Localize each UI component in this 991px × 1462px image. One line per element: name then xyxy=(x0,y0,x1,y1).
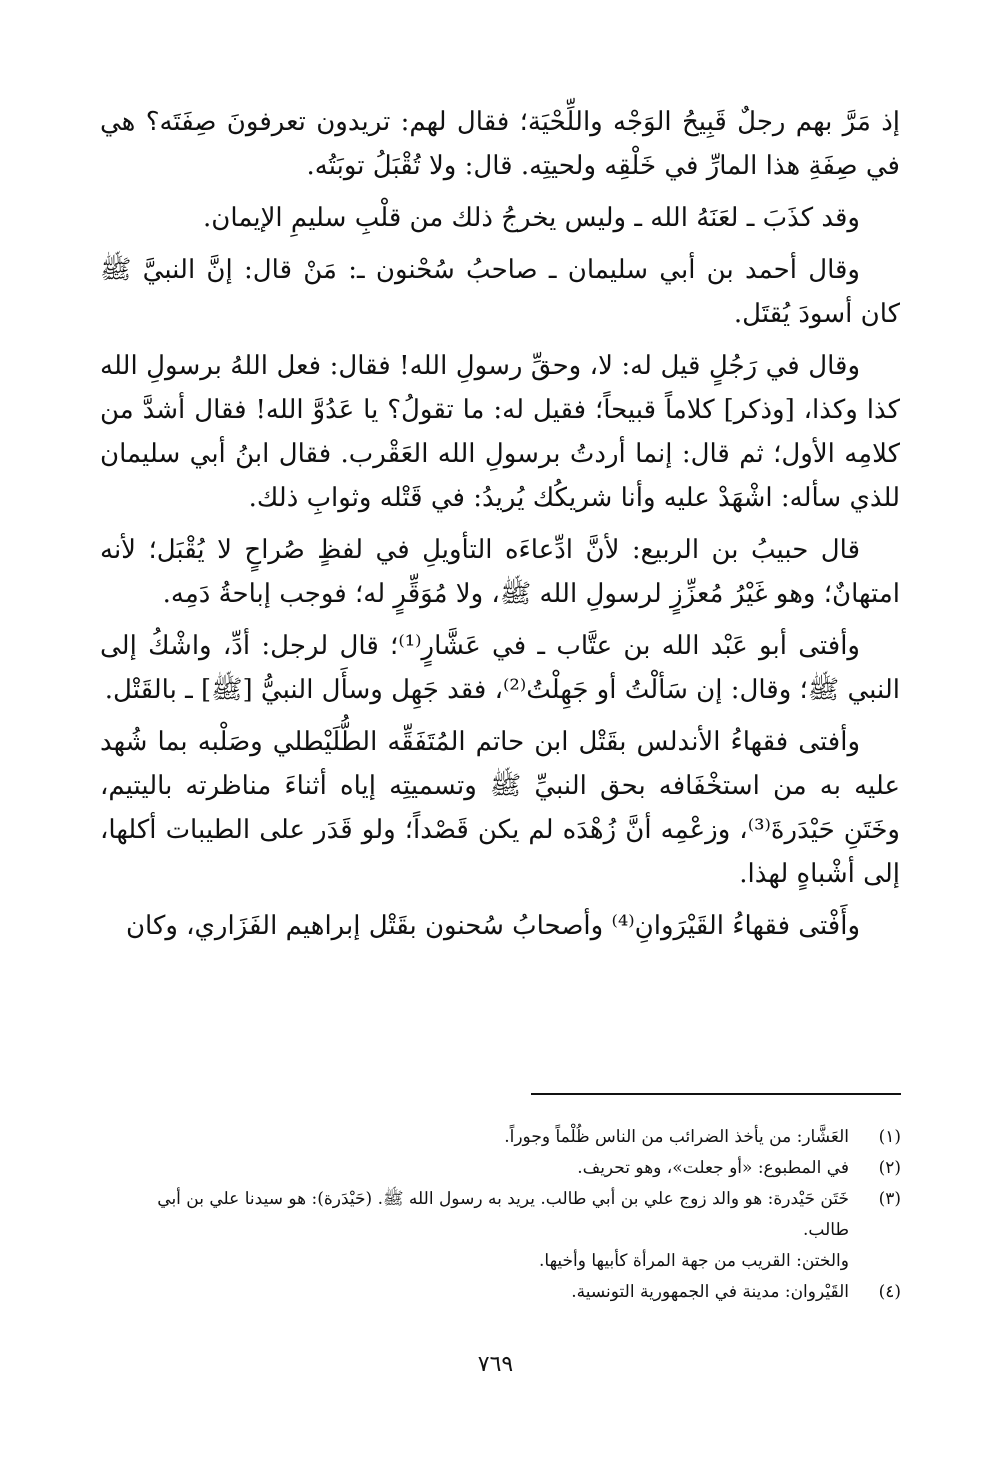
paragraph-4: وقال في رَجُلٍ قيل له: لا، وحقِّ رسولِ الله! فقال: فعل اللهُ برسولِ الله كذا وكذا، [وذكر] كلاماً قبيحاً؛ فقيل له: ما تقولُ؟ يا عَدُوَّ الله! فقال أشدَّ من كلامِه الأول؛ ثم قال: إنما أردتُ برسولِ الله العَقْرب. فقال ابنُ أبي سليمان للذي سأله: اشْهَدْ عليه وأنا شريكُك يُريدُ: في قَتْله وثوابِ ذلك. xyxy=(100,351,900,513)
footnotes xyxy=(106,1122,901,1308)
footnote-line: خَتَن حَيْدرة: هو والد زوج علي بن أبي طالب. يريد به رسول الله ﷺ. (حَيْدَرة): هو سيدنا علي بن أبي طالب. xyxy=(157,1189,849,1240)
footnote-divider xyxy=(531,1093,901,1095)
footnote-number: (٢) xyxy=(878,1158,901,1178)
main-text xyxy=(100,100,900,948)
footnote-3 xyxy=(106,1184,901,1277)
footnote-number: (٣) xyxy=(878,1189,901,1209)
paragraph-8: وأَفْتى فقهاءُ القَيْرَوانِ⁽⁴⁾ وأصحابُ سُحنون بقَتْل إبراهيم الفَزَاري، وكان xyxy=(125,911,860,941)
footnote-line: العَشَّار: من يأخذ الضرائب من الناس ظُلْماً وجوراً. xyxy=(504,1127,849,1147)
footnote-4 xyxy=(106,1277,901,1308)
page-number: ٧٦٩ xyxy=(477,1352,514,1377)
footnote-text xyxy=(106,1184,849,1277)
footnote-text xyxy=(106,1122,849,1153)
footnote-text xyxy=(106,1153,849,1184)
footnote-line: والختن: القريب من جهة المرأة كأبيها وأخيها. xyxy=(538,1251,849,1271)
footnote-2 xyxy=(106,1153,901,1184)
footnote-number: (٤) xyxy=(878,1282,901,1302)
footnote-text xyxy=(106,1277,849,1308)
footnote-line: في المطبوع: «أو جعلت»، وهو تحريف. xyxy=(577,1158,849,1178)
paragraph-1: إذ مَرَّ بهم رجلٌ قَبِيحُ الوَجْه واللِّحْيَة؛ فقال لهم: تريدون تعرفونَ صِفَتَه؟ هي في صِفَةِ هذا المارِّ في خَلْقِه ولحيتِه. قال: ولا تُقْبَلُ توبَتُه. xyxy=(100,107,900,181)
paragraph-3: وقال أحمد بن أبي سليمان ـ صاحبُ سُحْنون ـ: مَنْ قال: إنَّ النبيَّ ﷺ كان أسودَ يُقتَل. xyxy=(100,255,900,329)
paragraph-2: وقد كذَبَ ـ لعَنَهُ الله ـ وليس يخرجُ ذلك من قلْبِ سليمِ الإيمان. xyxy=(203,203,860,233)
page-body xyxy=(100,100,900,956)
footnote-number: (١) xyxy=(878,1127,901,1147)
paragraph-6: وأفتى أبو عَبْد الله بن عتَّاب ـ في عَشَّارٍ⁽¹⁾؛ قال لرجل: أدِّ، واشْكُ إلى النبي ﷺ؛ وقال: إن سَألْتُ أو جَهِلْتُ⁽²⁾، فقد جَهِل وسأَل النبيُّ [ﷺ] ـ بالقَتْل. xyxy=(100,631,900,705)
footnote-line: القَيْروان: مدينة في الجمهورية التونسية. xyxy=(571,1282,849,1302)
paragraph-5: قال حبيبُ بن الربيع: لأنَّ ادِّعاءَه التأويلِ في لفظٍ صُراحٍ لا يُقْبَل؛ لأنه امتهانٌ؛ وهو غَيْرُ مُعزِّزٍ لرسولِ الله ﷺ، ولا مُوَقِّرٍ له؛ فوجب إباحةُ دَمِه. xyxy=(100,535,900,609)
paragraph-7: وأفتى فقهاءُ الأندلس بقَتْل ابن حاتم المُتَفَقِّه الطُّلَيْطلي وصَلْبه بما شُهد عليه به من استخْفَافه بحق النبيِّ ﷺ وتسميتِه إياه أثناءَ مناظرته باليتيم، وخَتَنِ حَيْدَرةَ⁽³⁾، وزعْمِه أنَّ زُهْدَه لم يكن قَصْداً؛ ولو قَدَر على الطيبات أكلها، إلى أشْباهٍ لهذا. xyxy=(100,727,900,889)
footnote-1 xyxy=(106,1122,901,1153)
